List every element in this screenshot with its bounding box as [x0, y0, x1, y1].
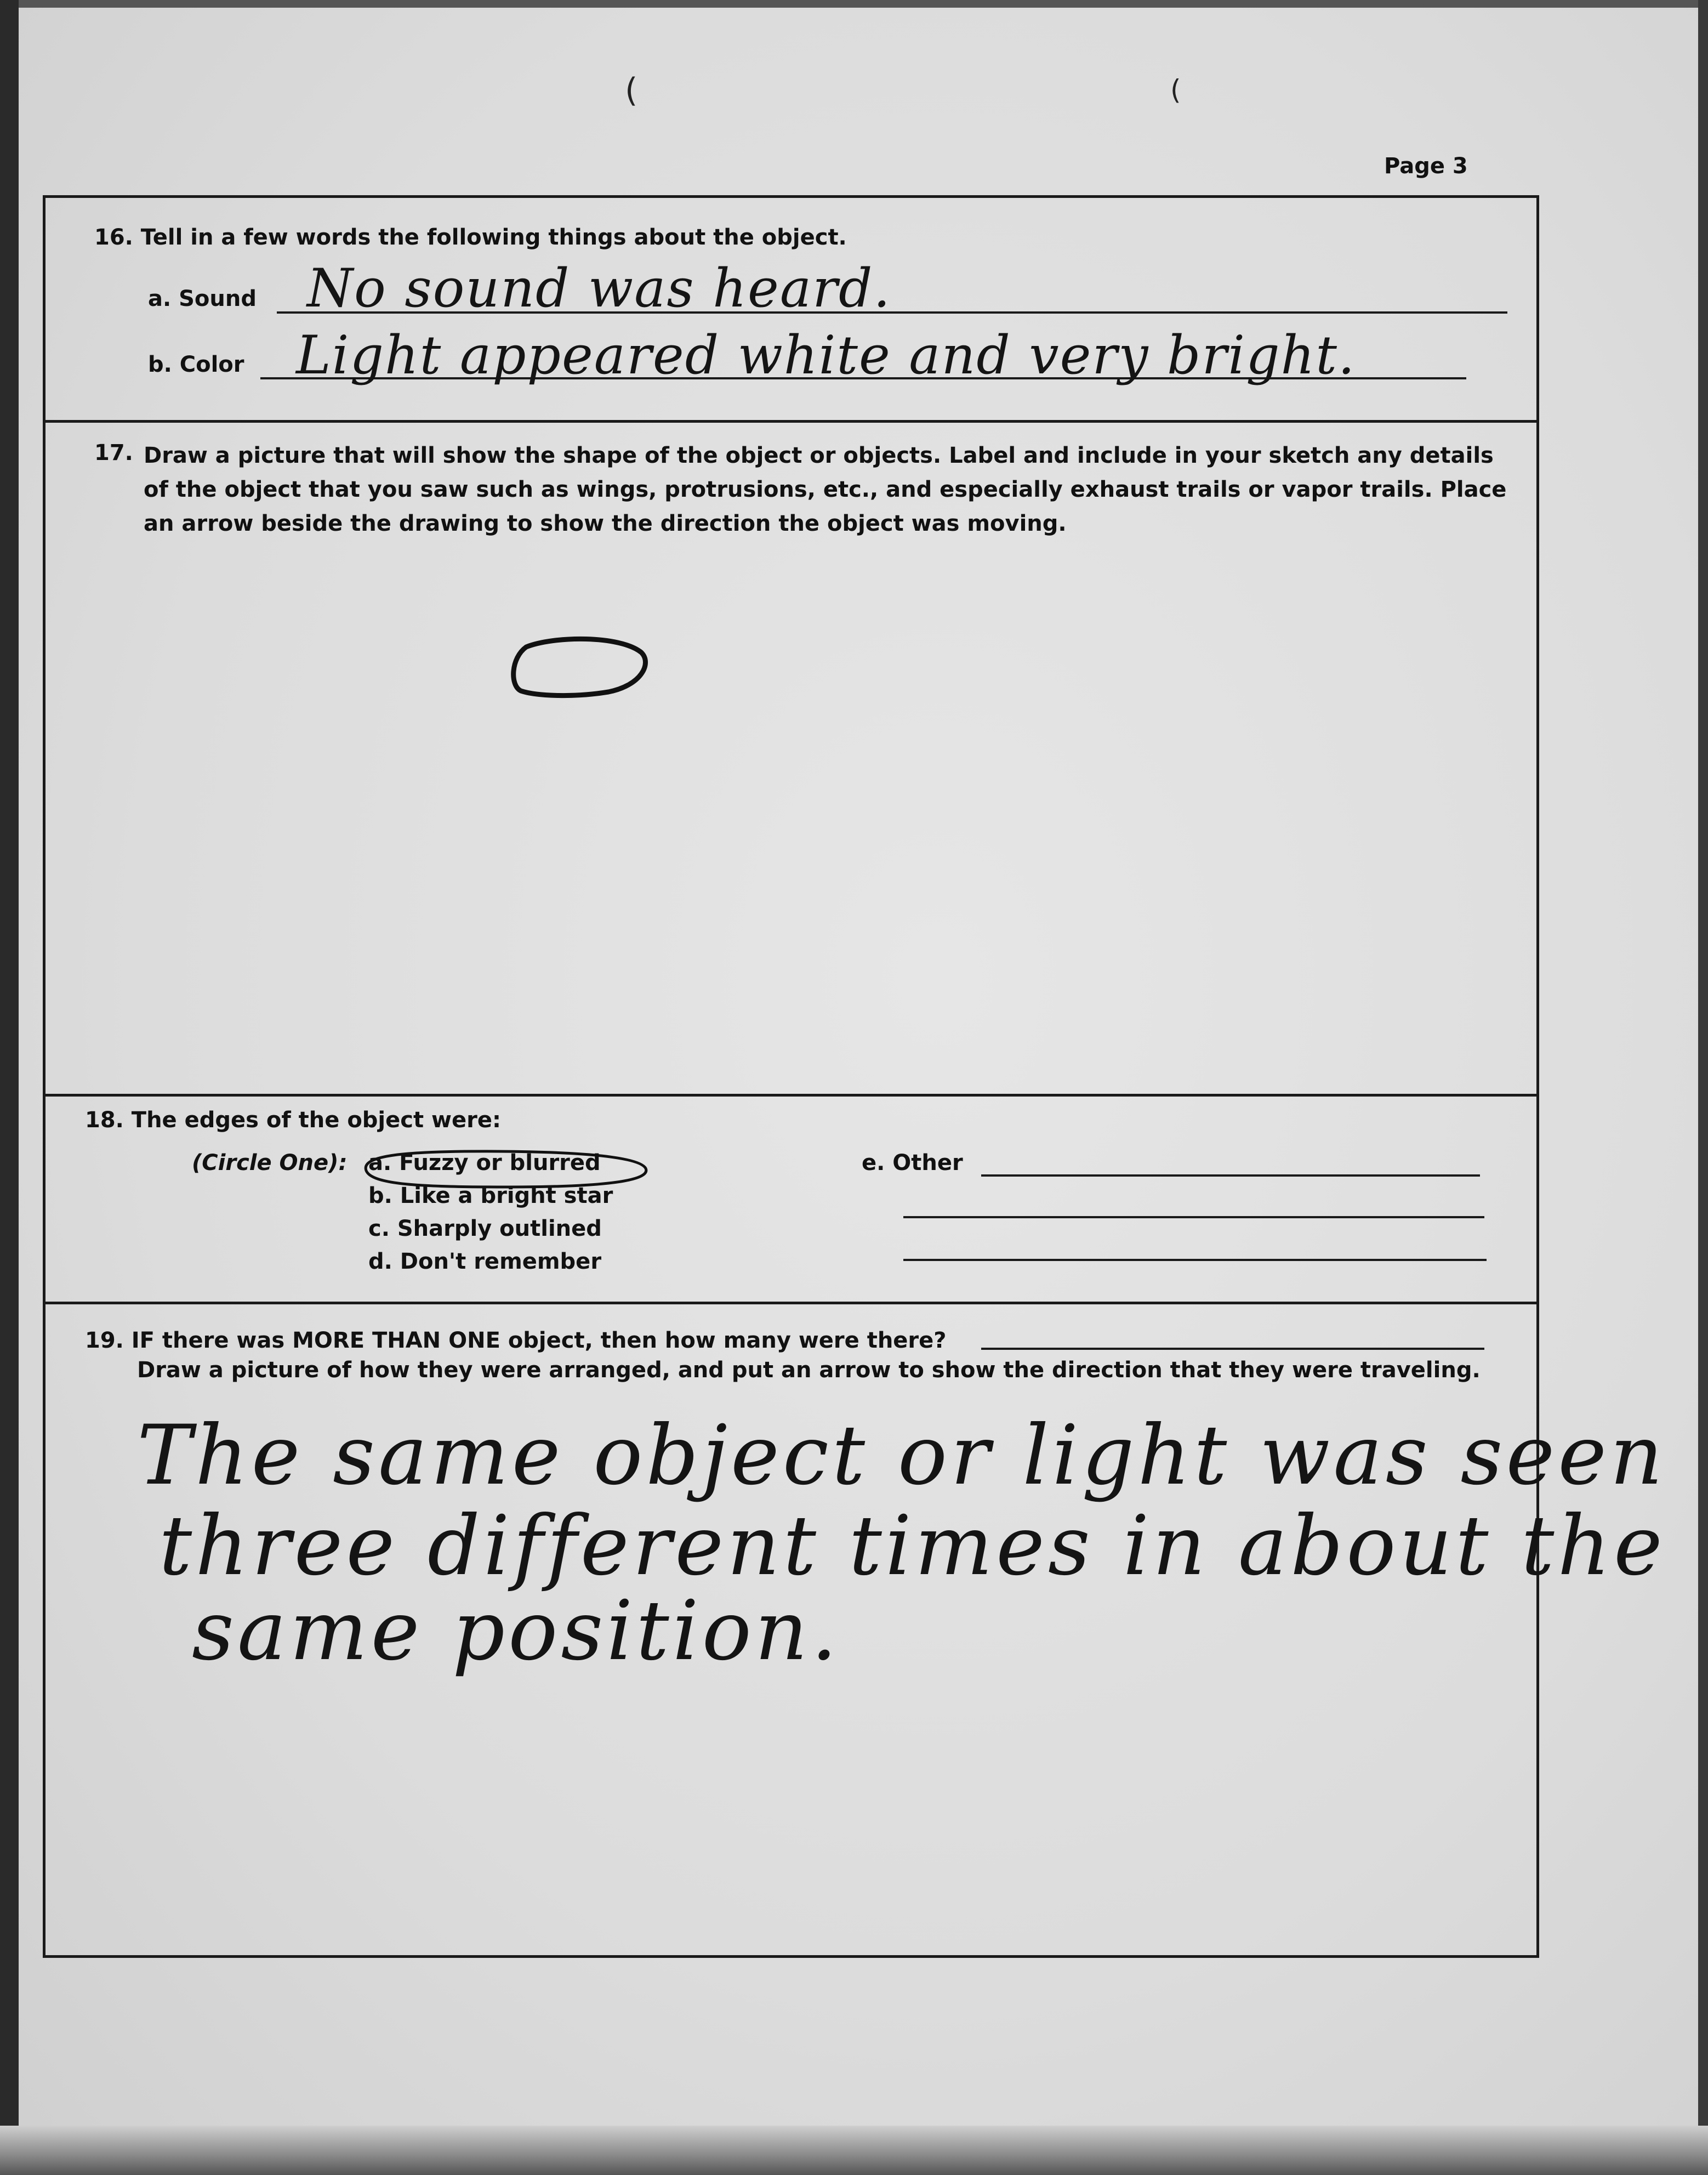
edge-option-d: d. Don't remember: [368, 1249, 602, 1274]
edge-option-c: c. Sharply outlined: [368, 1216, 602, 1241]
scan-edge-left: [0, 0, 19, 2175]
circle-one-label: (Circle One):: [192, 1150, 348, 1175]
edge-option-b: b. Like a bright star: [368, 1183, 613, 1208]
other-answer-line: [903, 1259, 1487, 1261]
q19-answer-line-3: same position.: [192, 1583, 841, 1679]
section-divider: [43, 1094, 1539, 1097]
scan-edge-right: [1698, 0, 1708, 2175]
other-answer-line: [903, 1216, 1484, 1218]
color-answer: Light appeared white and very bright.: [296, 325, 1356, 386]
q19-prompt: 19. IF there was MORE THAN ONE object, then how many were there?: [85, 1328, 947, 1353]
q16-prompt: 16. Tell in a few words the following things about the object.: [94, 225, 847, 250]
scan-edge-top: [0, 0, 1708, 8]
section-divider: [43, 420, 1539, 423]
oval-shape-drawing: [514, 639, 646, 695]
scan-edge-bottom: [0, 2126, 1708, 2175]
q19-prompt-2: Draw a picture of how they were arranged, and put an arrow to show the direction that they were traveling.: [137, 1358, 1481, 1383]
q16-color-label: b. Color: [148, 352, 244, 377]
count-answer-line: [981, 1348, 1484, 1350]
sound-answer: No sound was heard.: [307, 258, 891, 319]
q17-prompt: Draw a picture that will show the shape of the object or objects. Label and include in your sketch any details of the object that you saw such as wings, protrusions, etc., and especially exhaust trails or vapor trails. Place an arrow beside the drawing to show the direction the object was moving.: [144, 443, 1507, 536]
q19-answer-line-1: The same object or light was seen: [137, 1408, 1666, 1503]
q19-answer-line-2: three different times in about the: [159, 1498, 1666, 1594]
page-number: Page 3: [1384, 154, 1468, 179]
edge-option-a: a. Fuzzy or blurred: [368, 1150, 601, 1175]
q18-prompt: 18. The edges of the object were:: [85, 1108, 501, 1133]
punch-mark: (: [1170, 74, 1181, 106]
punch-mark: (: [625, 71, 638, 110]
q17-number: 17.: [94, 440, 133, 465]
edge-option-other: e. Other: [862, 1150, 963, 1175]
q16-sound-label: a. Sound: [148, 286, 257, 311]
section-divider: [43, 1302, 1539, 1304]
object-sketch: [504, 631, 658, 707]
other-answer-line: [981, 1174, 1480, 1177]
